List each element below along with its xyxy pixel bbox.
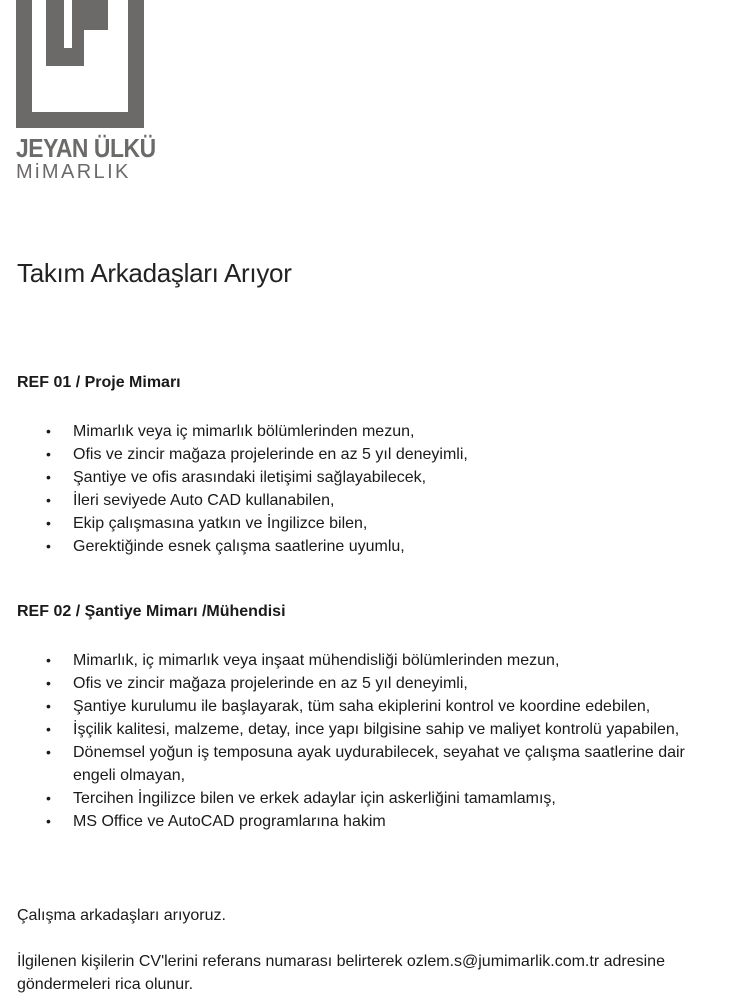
list-item: • MS Office ve AutoCAD programlarına hakim — [0, 810, 735, 833]
list-item: • İşçilik kalitesi, malzeme, detay, ince yapı bilgisine sahip ve maliyet kontrolü yapabilen, — [0, 718, 735, 741]
bullet-icon: • — [46, 515, 51, 531]
bullet-icon: • — [46, 790, 51, 806]
bullet-icon: • — [46, 423, 51, 439]
bullet-icon: • — [46, 675, 51, 691]
ref2-heading: REF 02 / Şantiye Mimarı /Mühendisi — [17, 603, 286, 620]
list-item: • Mimarlık veya iç mimarlık bölümlerinden mezun, — [0, 420, 735, 443]
application-instructions: İlgilenen kişilerin CV'lerini referans numarası belirterek ozlem.s@jumimarlik.com.tr adresine göndermeleri rica olunur. — [17, 953, 665, 993]
list-item: • Ofis ve zincir mağaza projelerinde en az 5 yıl deneyimli, — [0, 672, 735, 695]
bullet-icon: • — [46, 698, 51, 714]
company-logo — [16, 0, 156, 183]
list-item: • Şantiye ve ofis arasındaki iletişimi sağlayabilecek, — [0, 466, 735, 489]
logo-name: JEYAN ÜLKÜ — [16, 133, 156, 163]
closing-line: Çalışma arkadaşları arıyoruz. — [17, 907, 226, 924]
bullet-icon: • — [46, 469, 51, 485]
bullet-icon: • — [46, 744, 51, 760]
logo-subtitle: MiMARLIK — [16, 161, 131, 183]
bullet-icon: • — [46, 446, 51, 462]
bullet-icon: • — [46, 721, 51, 737]
logo-mark-icon — [16, 0, 144, 128]
list-item: • Gerektiğinde esnek çalışma saatlerine uyumlu, — [0, 535, 735, 558]
list-item: • Dönemsel yoğun iş temposuna ayak uydurabilecek, seyahat ve çalışma saatlerine dair engeli olmayan, — [0, 741, 735, 787]
bullet-icon: • — [46, 813, 51, 829]
ref2-requirements-list — [0, 649, 735, 833]
ref1-heading: REF 01 / Proje Mimarı — [17, 374, 181, 391]
list-item: • Tercihen İngilizce bilen ve erkek adaylar için askerliğini tamamlamış, — [0, 787, 735, 810]
list-item: • Ekip çalışmasına yatkın ve İngilizce bilen, — [0, 512, 735, 535]
page-title: Takım Arkadaşları Arıyor — [17, 258, 292, 288]
list-item: • Mimarlık, iç mimarlık veya inşaat mühendisliği bölümlerinden mezun, — [0, 649, 735, 672]
list-item: • Ofis ve zincir mağaza projelerinde en az 5 yıl deneyimli, — [0, 443, 735, 466]
list-item: • İleri seviyede Auto CAD kullanabilen, — [0, 489, 735, 512]
bullet-icon: • — [46, 492, 51, 508]
ref1-requirements-list — [0, 420, 735, 558]
list-item: • Şantiye kurulumu ile başlayarak, tüm saha ekiplerini kontrol ve koordine edebilen, — [0, 695, 735, 718]
bullet-icon: • — [46, 652, 51, 668]
bullet-icon: • — [46, 538, 51, 554]
